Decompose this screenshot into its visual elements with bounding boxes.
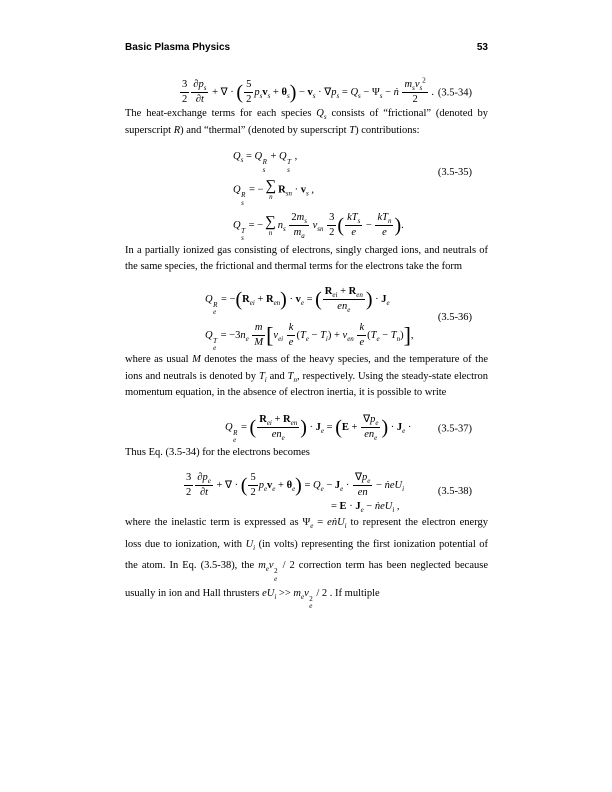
paragraph-thus-eq: Thus Eq. (3.5-34) for the electrons becomes xyxy=(125,446,310,458)
paragraph-inelastic-term: where the inelastic term is expressed as $\Psi_e$ = eṅU$_i$ to represent the electron energy loss due to ionization, with $U_i$ (in volts) representing the first ionization potential of the atom. In Eq. (3.5-38), the $m_ev$ 2 e / 2 correction term has been neglected because usually in ion and Hall thrusters $eU_i >> m_ev$ 2 e / 2 . If multiple xyxy=(125,517,489,611)
equation-3-5-36-label: (3.5-36) xyxy=(437,312,472,324)
paragraph-partially-ionized: In a partially ionized gas consisting of electrons, singly charged ions, and neutrals of the same species, the frictional and thermal terms for the electrons take the form xyxy=(125,244,488,273)
paragraph-heat-exchange: The heat-exchange terms for each species $Q_s$ consists of “frictional” (denoted by superscript R) and “thermal” (denoted by superscript T) contributions: xyxy=(125,108,488,136)
equation-3-5-38-label: (3.5-38) xyxy=(437,486,472,498)
equation-3-5-35 xyxy=(125,151,488,242)
equation-3-5-36 xyxy=(125,286,488,352)
equation-3-5-35-line2: Q R s = − ∑ n $R_{sn} \cdot v_s$ , xyxy=(233,178,314,207)
equation-3-5-35-line3: Q T s = − ∑ n $n_s$ $\frac{2m_s}{m_a}$ $\nu_{sn}$ $\frac{3}{2}$ ( $kT_s$ e − $kT_n$ e ). xyxy=(233,212,404,243)
equation-3-5-37-math: Q R e = ( $R_{ei} + R_{en}$ $en_e$ ) · $J_e = (E$ + $\nabla p_e$ $en_e$ ) · $J_e$ · xyxy=(225,414,412,445)
equation-3-5-37-label: (3.5-37) xyxy=(437,423,472,435)
equation-3-5-35-label: (3.5-35) xyxy=(437,167,472,179)
equation-3-5-36-line2: Q T e = $-3n_e$ $\frac{m}{M}$ [$\nu_{ei}$ $\frac{k}{e}$ $(T_e - T_i) + \nu_{en}$ $\frac{k}{e}$ $(T_e - T_n)$], xyxy=(205,321,414,352)
equation-3-5-38 xyxy=(125,472,488,515)
equation-3-5-34-label: (3.5-34) xyxy=(437,87,472,99)
paragraph-heavy-species: where as usual M denotes the mass of the heavy species, and the temperature of the ions and neutrals is denoted by $T_i$ and $T_n$, respectively. Using the steady-state electron momentum equation, in the absence of electron inertia, it is possible to write xyxy=(125,354,488,399)
running-head: Basic Plasma Physics xyxy=(125,42,231,53)
equation-3-5-34-math: $\frac{3}{2}$ $\frac{\partial p_s}{\partial t}$ + ∇ · ( $\frac{5}{2}$ $p_sv_s + \theta_s) - v_s \cdot \nabla p_s = Q_s - \Psi_s$ − ṅ $m_sv_s^2$ 2 . xyxy=(182,76,434,106)
equation-3-5-38-line1: $\frac{3}{2}$ $\frac{\partial p_e}{\partial t}$ + ∇ · ( $\frac{5}{2}$ $p_ev_e + \theta_e) = Q_e - J_e$ · $\frac{\nabla p_e}{en}$ − ṅeU$_i$ xyxy=(186,472,405,499)
equation-3-5-38-line2: = $E \cdot J_e$ − ṅeU$_i$ , xyxy=(331,501,400,515)
page-number: 53 xyxy=(476,42,488,53)
equation-3-5-34 xyxy=(125,76,488,106)
equation-3-5-35-line1: $Q_s = Q$ R s + Q T s , xyxy=(233,151,298,174)
page-header xyxy=(125,42,488,53)
equation-3-5-36-line1: Q R e = $-(R_{ei} + R_{en}) \cdot v_e$ = ( $R_{ei} + R_{en}$ $en_e$ ) · $J_e$ xyxy=(205,285,390,317)
equation-3-5-37 xyxy=(125,414,488,445)
